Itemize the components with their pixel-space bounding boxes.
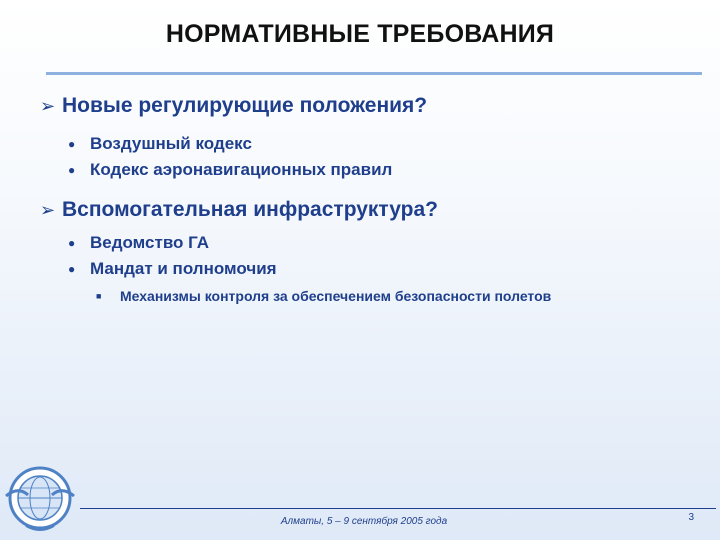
list-item [68, 233, 209, 253]
list-item-text: Кодекс аэронавигационных правил [90, 160, 393, 179]
title-divider [46, 72, 702, 75]
dot-bullet-icon: ● [68, 262, 76, 276]
list-item-text: Воздушный кодекс [90, 134, 252, 153]
section-heading-regulations [40, 94, 427, 118]
section-heading-text: Новые регулирующие положения? [62, 94, 428, 117]
list-item [68, 259, 277, 279]
footer-divider [80, 508, 716, 509]
slide-title: НОРМАТИВНЫЕ ТРЕБОВАНИЯ [165, 20, 555, 48]
list-item-text: Мандат и полномочия [90, 259, 277, 278]
dot-bullet-icon: ● [68, 236, 76, 250]
section-heading-text: Вспомогательная инфраструктура? [62, 198, 438, 221]
sub-list-item [96, 288, 551, 304]
list-item [68, 134, 252, 154]
page-number: 3 [688, 512, 694, 523]
dot-bullet-icon: ● [68, 137, 76, 151]
square-bullet-icon: ■ [96, 291, 102, 301]
footer-location-date: Алматы, 5 – 9 сентября 2005 года [280, 516, 448, 527]
arrow-bullet-icon: ➢ [40, 95, 56, 116]
section-heading-infrastructure [40, 198, 438, 222]
list-item [68, 160, 392, 180]
icao-emblem-icon [4, 462, 76, 534]
sub-list-item-text: Механизмы контроля за обеспечением безопасности полетов [120, 288, 552, 304]
dot-bullet-icon: ● [68, 163, 76, 177]
list-item-text: Ведомство ГА [90, 233, 209, 252]
arrow-bullet-icon: ➢ [40, 199, 56, 220]
